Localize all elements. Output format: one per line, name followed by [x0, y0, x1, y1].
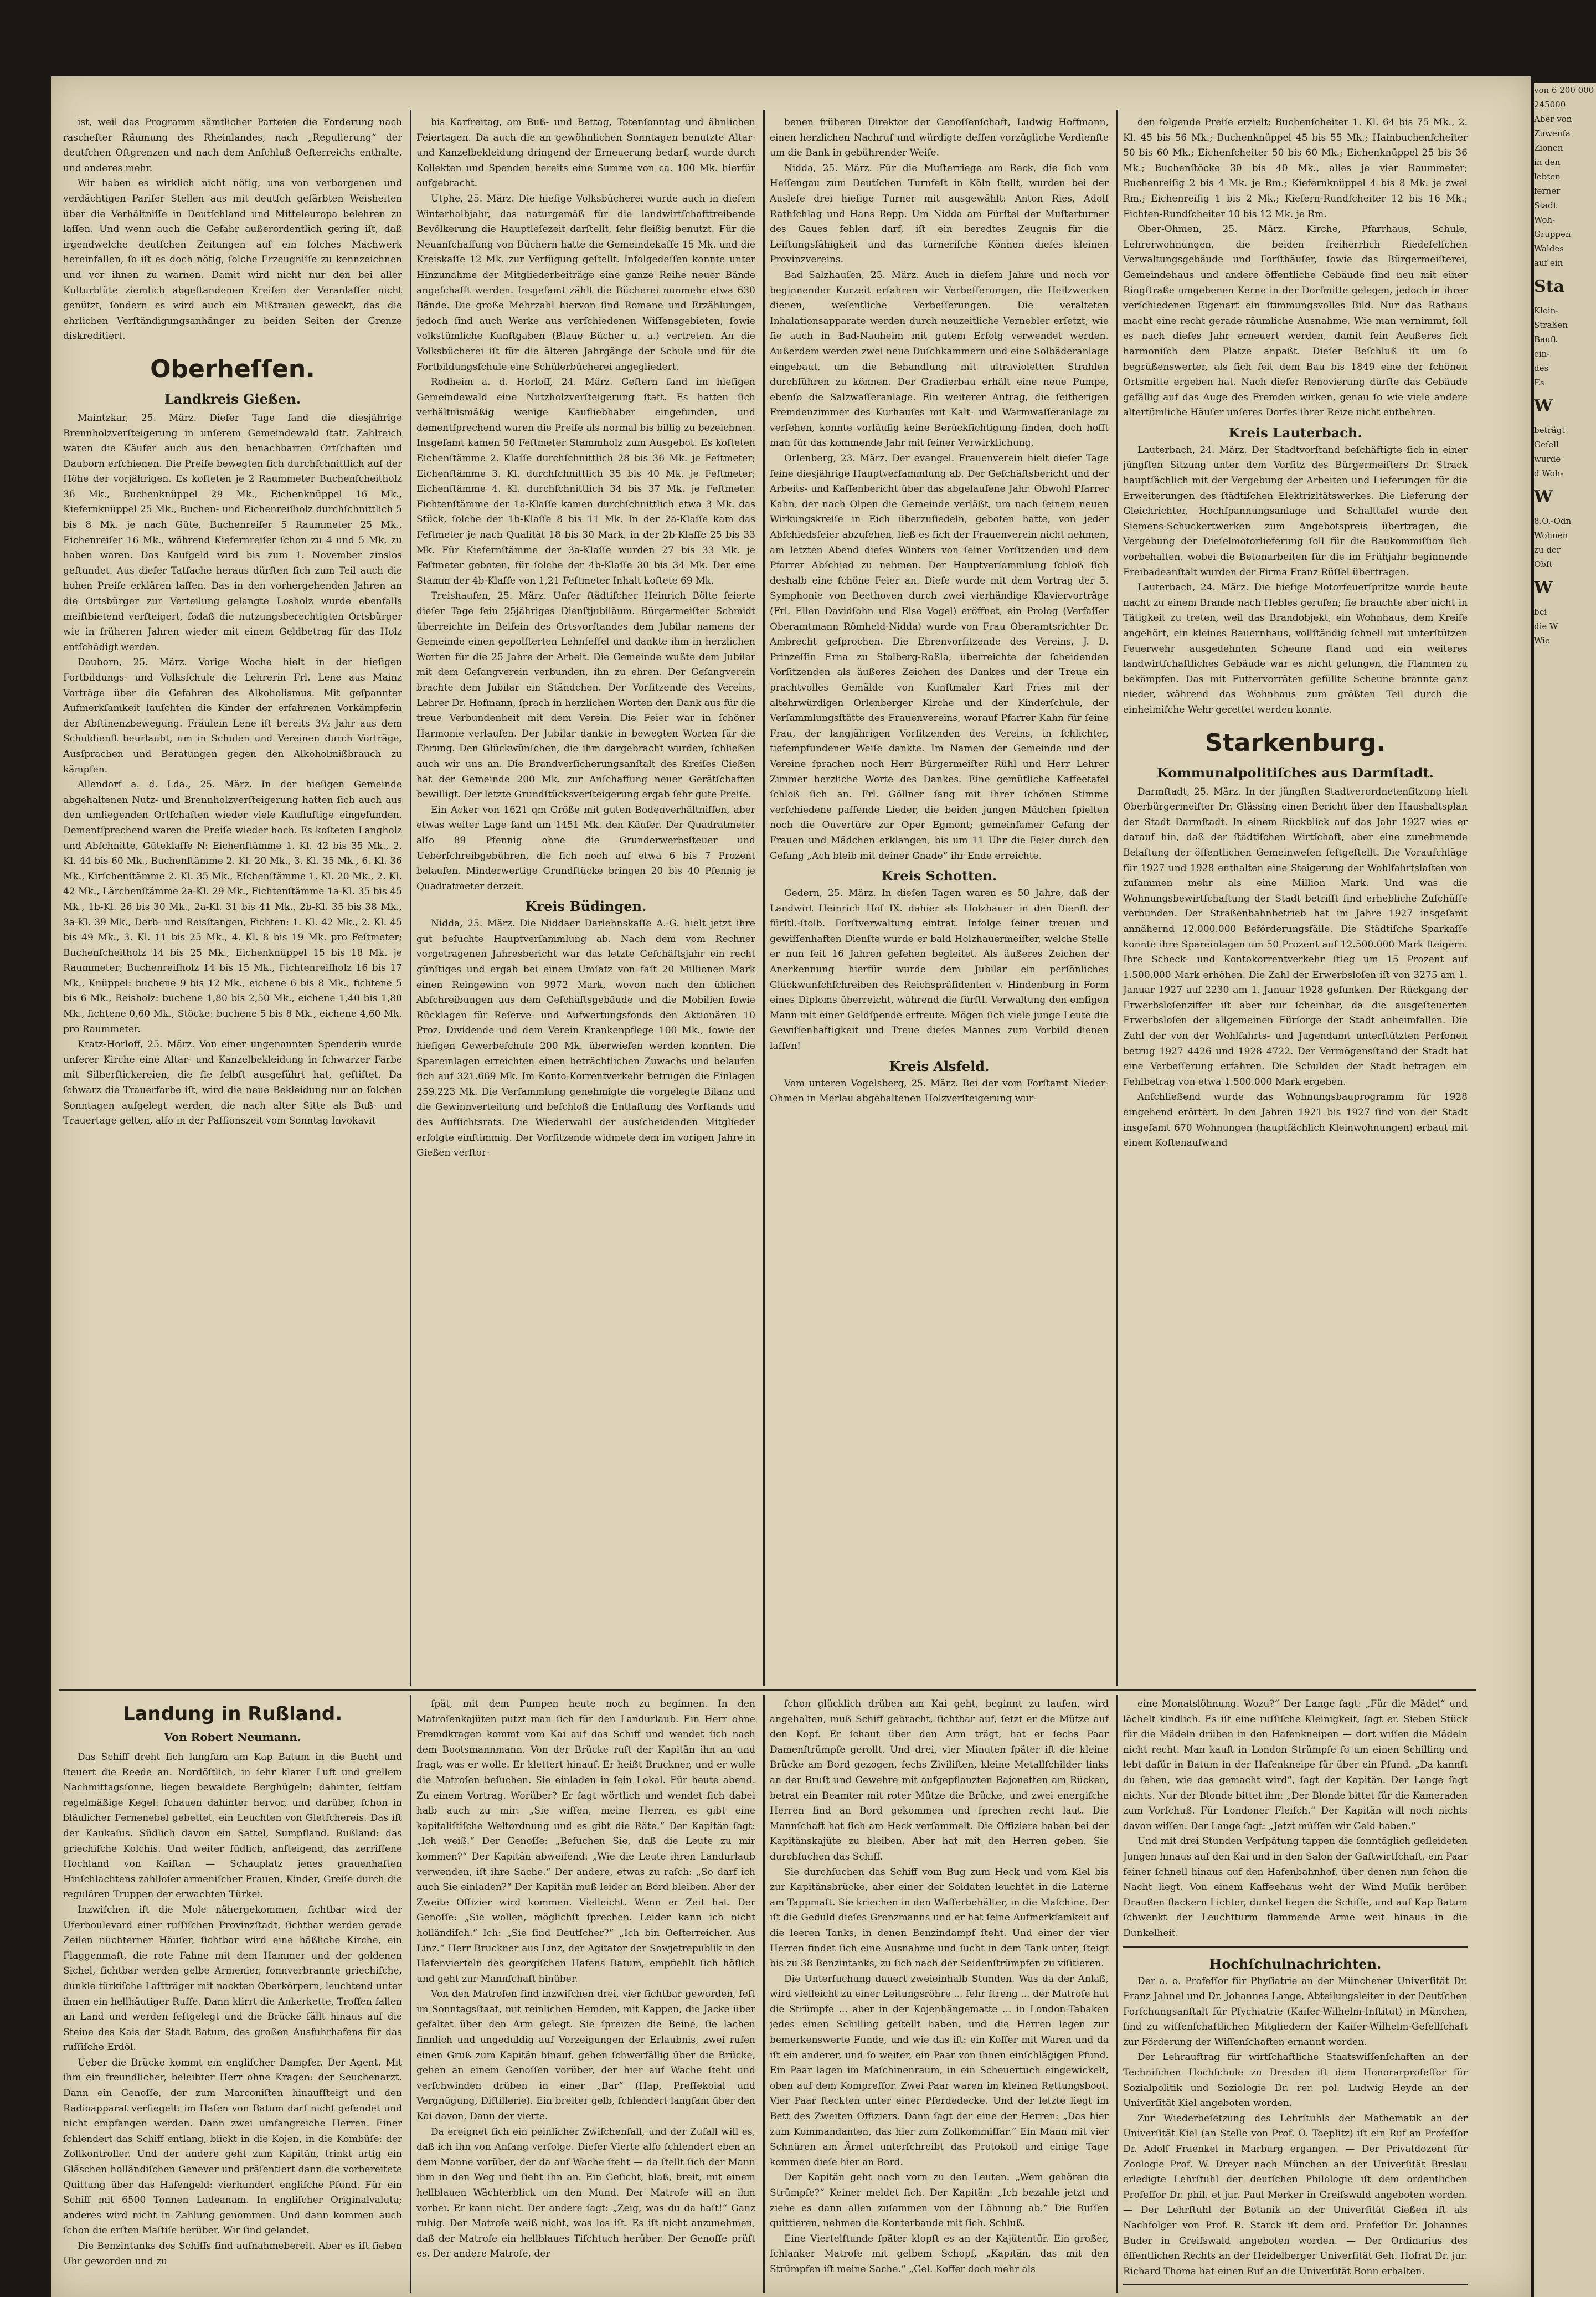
adjacent-page-heading: W	[1534, 578, 1553, 598]
feature-title: Landung in Rußland.	[122, 1703, 343, 1725]
upper-column-1	[63, 115, 402, 1683]
lower-column-1	[63, 1697, 402, 2289]
news-item: Vom unteren Vogelsberg, 25. März. Bei der vom Forſtamt Nieder-Ohmen in Merlau abgehaltenen Holzverſteigerung wur-	[770, 1078, 1109, 1105]
news-item: Kratz-Horloff, 25. März. Von einer ungenannten Spenderin wurde unſerer Kirche eine Altar- und Kanzelbekleidung in ſchwarzer Farbe mit Silberſtickereien, die ſie ſelbſt ausgeführt hat, geſtiftet. Da ſchwarz die Trauerfarbe iſt, wird die neue Bekleidung nur an ſolchen Sonntagen aufgelegt werden, die nach alter Sitte als Buß- und Trauertage gelten, alſo in der Paſſionszeit vom Sonntag Invokavit	[63, 1039, 402, 1127]
adjacent-page-line: Es	[1534, 378, 1544, 388]
box-title: Hochſchulnachrichten.	[1209, 1955, 1382, 1972]
lower-column-4	[1123, 1697, 1468, 2289]
feature-paragraph: Das Schiff dreht ſich langſam am Kap Batum in die Bucht und ſteuert die Reede an. Nordöſtlich, in ſehr klarer Luft und grellem Nachmittagsſonne, liegen bewaldete Berghügeln; dahinter, ſeltſam regelmäßige Kegel: ſchauen dahinter hervor, und darüber, ſchon in bläulicher Fernenebel gebettet, ein Leuchten von Gletſchereis. Das iſt der Kaukaſus. Südlich davon ein Sattel, Sumpfland. Rußland: das griechiſche Kolchis. Und weiter ſüdlich, anſteigend, das zerriſſene Hochland von Kaiſtan — Schauplatz jenes grauenhaften Hinſchlachtens zahlloſer armeniſcher Frauen, Kinder, Greiſe durch die regulären Truppen der erwachten Türkei.	[63, 1752, 402, 1901]
article-paragraph: ist, weil das Programm sämtlicher Parteien die Forderung nach rascheſter Räumung des Rheinlandes, nach „Regulierung“ der deutſchen Oſtgrenzen und nach dem Anſchluß Oeſterreichs enthalte, und anderes mehr.	[63, 117, 402, 174]
box-paragraph: Der a. o. Profeſſor für Phyſiatrie an der Münchener Univerſität Dr. Franz Jahnel und Dr. Johannes Lange, Abteilungsleiter in der Deutſchen Forſchungsanſtalt für Pſychiatrie (Kaiſer-Wilhelm-Inſtitut) in München, ſind zu wiſſenſchaftlichen Mitgliedern der Kaiſer-Wilhelm-Geſellſchaft zur Förderung der Wiſſenſchaften ernannt worden.	[1123, 1975, 1468, 2048]
adjacent-page-line: 245000	[1534, 100, 1566, 110]
upper-column-2	[416, 115, 755, 1683]
news-item: Lauterbach, 24. März. Der Stadtvorſtand beſchäftigte ſich in einer jüngſten Sitzung unter dem Vorſitz des Bürgermeiſters Dr. Strack hauptſächlich mit der Vergebung der Arbeiten und Lieferungen für die Erweiterungen des ſtädtiſchen Elektrizitätswerkes. Die Lieferung der Gleichrichter, Hochſpannungsanlage und Schalttafel wurde den Siemens-Schuckertwerken zum Angebotspreis übertragen, die Vergebung der Dieſelmotorlieferung ſoll für die Baukommiſſion ſich vorbehalten, wobei die Betonarbeiten für die im Frühjahr beginnende Freibadeanſtalt wurden der Firma Franz Rüſſel übertragen.	[1123, 444, 1468, 578]
adjacent-page-line: Bauſt	[1534, 334, 1557, 344]
section-heading-oberhessen: Oberheſſen.	[150, 354, 315, 383]
hochschul-box	[1123, 1946, 1468, 2286]
news-item: Nidda, 25. März. Für die Muſterriege am Reck, die ſich vom Heſſengau zum Deutſchen Turnfeſt in Köln ſtellt, wurden bei der Ausleſe drei hieſige Turner mit ausgewählt: Anton Ries, Adolf Rathſchlag und Hans Repp. Um Nidda am Fürſtel der Muſterturner des Gaues fehlen darf, iſt ein beredtes Zeugnis für die Leiſtungsfähigkeit und das turneriſche Können dieſes kleinen Provinzvereins.	[770, 162, 1109, 266]
news-item: Dauborn, 25. März. Vorige Woche hielt in der hieſigen Fortbildungs- und Volksſchule die Lehrerin Frl. Lene aus Mainz Vorträge über die Gefahren des Alkoholismus. Mit geſpannter Aufmerkſamkeit lauſchten die Kinder der erfahrenen Vorkämpferin der Abſtinenzbewegung. Fräulein Lene iſt bereits 3½ Jahr aus dem Schuldienſt beurlaubt, um in Schulen und Vereinen durch Vorträge, Ausſprachen und Beratungen gegen den Alkoholmißbrauch zu kämpfen.	[63, 657, 402, 775]
column-divider	[1116, 1695, 1118, 2293]
heading-kreis-schotten: Kreis Schotten.	[881, 868, 997, 884]
feature-paragraph: Inzwiſchen iſt die Mole nähergekommen, ſichtbar wird der Uferboulevard einer ruſſiſchen Provinzſtadt, ſichtbar werden gerade Zeilen nüchterner Häuſer, ſichtbar wird eine häßliche Kirche, ein Flaggenmaſt, die rote Fahne mit dem Hammer und der goldenen Sichel, ſichtbar werden gelbe Armenier, ſonnverbrannte griechiſche, dunkle türkiſche Laſtträger mit nackten Oberkörpern, leuchtend unter ihnen ein hellhäutiger Ruſſe. Dann klirrt die Ankerkette, Troſſen fallen an Land und werden feſtgelegt und die Brücke fällt hinaus auf die Steine des Kais der Stadt Batum, des großen Ausfuhrhafens für das ruſſiſche Erdöl.	[63, 1904, 402, 2053]
news-item: Bad Salzhauſen, 25. März. Auch in dieſem Jahre und noch vor beginnender Kurzeit erfahren wir Verbeſſerungen, die Heilzwecken dienen, weſentliche Verbeſſerungen. Die veralteten Inhalationsapparate werden durch neuzeitliche Vernebler erſetzt, wie ſie auch in Bad-Nauheim mit gutem Erfolg verwendet werden. Außerdem werden zwei neue Duſchkammern und eine Solbäderanlage eingebaut, um die Behandlung mit ultravioletten Strahlen durchführen zu können. Der Gradierbau erhält eine neue Pumpe, ebenſo die Salzwaſſeranlage. Ein weiterer Antrag, die ſeitherigen Fremdenzimmer des Kurhauſes mit Kalt- und Warmwaſſeranlage zu verſehen, konnte vorläufig keine Berückſichtigung finden, doch hofft man für das kommende Jahr mit ſeiner Verwirklichung.	[770, 269, 1109, 449]
column-divider	[763, 110, 765, 1686]
column-divider	[410, 1695, 411, 2293]
adjacent-page-line: 8.O.-Odn	[1534, 516, 1572, 526]
column-1-intro	[63, 115, 402, 344]
adjacent-page-line: Gruppen	[1534, 229, 1571, 239]
adjacent-page-text	[1534, 83, 1596, 648]
upper-column-3	[770, 115, 1109, 1683]
adjacent-page-line: ein-	[1534, 349, 1550, 359]
feature-paragraph: ſpät, mit dem Pumpen heute noch zu beginnen. In den Matroſenkajüten putzt man ſich für den Landurlaub. Ein Herr ohne Fremdkragen kommt vom Kai auf das Schiff und wendet ſich nach dem Bootsmannmann. Von der Brücke ruft der Kapitän ihn an und fragt, was er wolle. Er klettert hinauf. Er heißt Bruckner, und er wolle die Matroſen beſuchen. Sie einladen in ſein Lokal. Für heute abend. Zu einem Vortrag. Worüber? Er ſagt wörtlich und wendet ſich dabei halb auch zu mir: „Sie wiſſen, meine Herren, es gibt eine kapitaliſtiſche Weltordnung und es gibt die Räte.“ Der Kapitän ſagt: „Ich weiß.“ Der Genoſſe: „Beſuchen Sie, daß die Leute zu mir kommen?“ Der Kapitän abweiſend: „Wie die Leute ihren Landurlaub verwenden, iſt ihre Sache.“ Der andere, etwas zu raſch: „So darf ich auch Sie einladen?“ Der Kapitän muß leider an Bord bleiben. Aber der Zweite Offizier wird kommen. Vielleicht. Wenn er Zeit hat. Der Genoſſe: „Sie wollen, möglichſt ſprechen. Leider kann ich nicht holländiſch.“ Ich: „Sie ſind Deutſcher?“ „Ich bin Oeſterreicher. Aus Linz.“ Herr Bruckner aus Linz, der Agitator der Sowjetrepublik in den Hafenvierteln des georgiſchen Hafens Batum, empfiehlt ſich höflich und geht zur Mannſchaft hinüber.	[416, 1698, 755, 1985]
news-item: Lauterbach, 24. März. Die hieſige Motorfeuerſpritze wurde heute nacht zu einem Brande nach Hebles gerufen; ſie brauchte aber nicht in Tätigkeit zu treten, weil das Brandobjekt, ein Wohnhaus, dem Kreiſe angehört, ein kleines Bauernhaus, vollſtändig ſchnell mit unterſtützen Feuerwehr ausgedehnten Scheune ſtand und ein weiteres landwirtſchaftliches Gebäude war es nicht gelungen, die Flammen zu bekämpfen. Das mit Futtervorräten gefüllte Scheune brannte ganz nieder, während das Wohnhaus zum größten Teil durch die einheimiſche Wehr gerettet werden konnte.	[1123, 582, 1468, 715]
adjacent-page-line: Wohnen	[1534, 531, 1568, 540]
adjacent-page-line: zu der	[1534, 545, 1561, 555]
adjacent-page-line: Stadt	[1534, 200, 1557, 210]
adjacent-page-line: wurde	[1534, 454, 1561, 464]
adjacent-page-edge	[1534, 83, 1596, 2297]
news-item: Maintzkar, 25. März. Dieſer Tage fand die diesjährige Brennholzverſteigerung in unſerem Gemeindewald ſtatt. Zahlreich waren die Käufer auch aus den benachbarten Ortſchaften und Dauborn erſchienen. Die Preiſe bewegten ſich durchſchnittlich auf der Höhe der vorjährigen. Es koſteten je 2 Raummeter Buchenſcheitholz 36 Mk., Buchenknüppel 29 Mk., Eichenknüppel 16 Mk., Kiefernknüppel 25 Mk., Buchen- und Eichenreiſholz durchſchnittlich 5 bis 8 Mk. je nach Güte, Buchenreiſer 5 Raummeter 25 Mk., Eichenreiſer 16 Mk., während Kiefernreiſer ſchon zu 4 und 5 Mk. zu haben waren. Das Kaufgeld wird bis zum 1. November zinslos geſtundet. Aus dieſer Tatſache heraus dürften ſich zum Teil auch die hohen Preiſe erklären laſſen. Das in den vorhergehenden Jahren an die Ortsbürger zur Verteilung gelangte Losholz wurde ebenfalls meiſtbietend verſteigert, ſodaß die nutzungsberechtigten Ortsbürger wie in früheren Jahren wieder mit einem Geldbetrag für das Holz entſchädigt werden.	[63, 412, 402, 653]
news-item: benen früheren Direktor der Genoſſenſchaft, Ludwig Hoffmann, einen herzlichen Nachruf und würdigte deſſen vorzügliche Verdienſte um die Bank in gebührender Weiſe.	[770, 117, 1109, 159]
news-item: Allendorf a. d. Lda., 25. März. In der hieſigen Gemeinde abgehaltenen Nutz- und Brennholzverſteigerung hatten ſich auch aus den umliegenden Ortſchaften wieder viele Kaufluſtige eingefunden. Dementſprechend waren die Preiſe wieder hoch. Es koſteten Langholz und Abſchnitte, Güteklaſſe N: Eichenſtämme 1. Kl. 42 bis 35 Mk., 2. Kl. 44 bis 60 Mk., Buchenſtämme 2. Kl. 20 Mk., 3. Kl. 35 Mk., 6. Kl. 36 Mk., Kirſchenſtämme 2. Kl. 35 Mk., Eſchenſtämme 1. Kl. 20 Mk., 2. Kl. 42 Mk., Lärchenſtämme 2a-Kl. 29 Mk., Fichtenſtämme 1a-Kl. 35 bis 45 Mk., 1b-Kl. 26 bis 30 Mk., 2a-Kl. 31 bis 41 Mk., 2b-Kl. 35 bis 38 Mk., 3a-Kl. 39 Mk., Derb- und Reisſtangen, Fichten: 1. Kl. 42 Mk., 2. Kl. 45 bis 49 Mk., 3. Kl. 11 bis 25 Mk., 4. Kl. 8 bis 19 Mk. pro Feſtmeter; Buchenſcheitholz 14 bis 25 Mk., Eichenknüppel 15 bis 18 Mk. je Raummeter; Buchenreiſholz 14 bis 15 Mk., Fichtenreiſholz 16 bis 17 Mk., Knüppel: buchene 9 bis 12 Mk., eichene 6 bis 8 Mk., fichtene 5 bis 6 Mk., Reisholz: buchene 1,80 bis 2,50 Mk., eichene 1,40 bis 1,80 Mk., fichtene 0,60 Mk., Stöcke: buchene 5 bis 8 Mk., eichene 4,60 Mk. pro Raummeter.	[63, 779, 402, 1035]
feature-paragraph: Eine Viertelſtunde ſpäter klopft es an der Kajütentür. Ein großer, ſchlanker Matroſe mit gelbem Schopf, „Kapitän, das mit den Strümpfen iſt meine Sache.“ „Gel. Koffer doch mehr als	[770, 2233, 1109, 2275]
adjacent-page-line: Obſt	[1534, 559, 1553, 569]
column-divider	[763, 1695, 765, 2293]
adjacent-page-line: Zuwenſa	[1534, 128, 1571, 138]
column-divider	[1116, 110, 1118, 1686]
feature-paragraph: Die Benzintanks des Schiffs ſind aufnahmebereit. Aber es iſt ſieben Uhr geworden und zu	[63, 2241, 402, 2267]
news-item: Nidda, 25. März. Die Niddaer Darlehnskaſſe A.-G. hielt jetzt ihre gut beſuchte Hauptverſammlung ab. Nach dem vom Rechner vorgetragenen Jahresbericht war das letzte Geſchäftsjahr ein recht günſtiges und ergab bei einem Umſatz von faſt 20 Millionen Mark einen Reingewinn von 9972 Mark, wovon nach den üblichen Abſchreibungen aus dem Geſchäftsgebäude und die Mobilien ſowie Rücklagen für Reſerve- und Aufwertungsfonds den Aktionären 10 Proz. Dividende und dem Verein Krankenpflege 100 Mk., ſowie der hieſigen Gewerbeſchule 200 Mk. überwieſen werden konnten. Die Spareinlagen erreichten einen beträchtlichen Zuwachs und belaufen ſich auf 321.669 Mk. Im Konto-Korrentverkehr betrugen die Einlagen 259.223 Mk. Die Verſammlung genehmigte die vorgelegte Bilanz und die Gewinnverteilung und beſchloß die Entlaſtung des Vorſtands und des Aufſichtsrats. Die Wiederwahl der ausſcheidenden Mitglieder erfolgte einſtimmig. Der Vorſitzende widmete dem im vorigen Jahre in Gießen verſtor-	[416, 918, 755, 1159]
adjacent-page-line: auf ein	[1534, 258, 1563, 268]
news-item: Gedern, 25. März. In dieſen Tagen waren es 50 Jahre, daß der Landwirt Heinrich Hof IX. dahier als Holzhauer in den Dienſt der fürſtl.-ſtolb. Forſtverwaltung eintrat. Infolge ſeiner treuen und gewiſſenhaften Dienſte wurde er bald Holzhauermeiſter, welche Stelle er nun ſeit 16 Jahren geſehen begleitet. Als äußeres Zeichen der Anerkennung hierfür wurde dem Jubilar ein perſönliches Glückwunſchſchreiben des Reichspräſidenten v. Hindenburg in Form eines Diploms überreicht, während die fürſtl. Verwaltung den emſigen Mann mit einer Geldſpende erfreute. Mögen ſich viele junge Leute die Gewiſſenhaftigkeit und Treue dieſes Mannes zum Vorbild dienen laſſen!	[770, 888, 1109, 1052]
adjacent-page-line: des	[1534, 363, 1549, 373]
newspaper-page	[51, 76, 1531, 2297]
column-divider	[410, 110, 411, 1686]
box-paragraph: Zur Wiederbeſetzung des Lehrſtuhls der Mathematik an der Univerſität Kiel (an Stelle von Prof. O. Toeplitz) iſt ein Ruf an Profeſſor Dr. Adolf Fraenkel in Marburg ergangen. — Der Privatdozent für Zoologie Prof. W. Dreyer nach München an der Univerſität Breslau erledigte Lehrſtuhl der deutſchen Philologie iſt dem ordentlichen Profeſſor Dr. phil. et jur. Paul Merker in Greifswald angeboten worden. — Der Lehrſtuhl der Botanik an der Univerſität Gießen iſt als Nachfolger von Prof. R. Starck iſt dem ord. Profeſſor Dr. Johannes Buder in Greifswald angeboten worden. — Der Ordinarius des öffentlichen Rechts an der Heidelberger Univerſität Geh. Hofrat Dr. jur. Richard Thoma hat einen Ruf an die Univerſität Bonn erhalten.	[1123, 2113, 1468, 2277]
adjacent-page-heading: Sta	[1534, 277, 1564, 296]
adjacent-page-heading: W	[1534, 396, 1553, 416]
news-item: bis Karfreitag, am Buß- und Bettag, Totenſonntag und ähnlichen Feiertagen. Da auch die an gewöhnlichen Sonntagen benutzte Altar- und Kanzelbekleidung dringend der Erneuerung bedarf, wurde durch Kollekten und Spenden bereits eine Summe von ca. 100 Mk. hierfür aufgebracht.	[416, 117, 755, 189]
adjacent-page-line: Waldes	[1534, 244, 1564, 254]
feature-paragraph: ſchon glücklich drüben am Kai geht, beginnt zu laufen, wird angehalten, muß Schiff gebracht, ſichtbar auf, ſetzt er die Mütze auf den Kopf. Er ſchaut über den Arm trägt, hat er ſechs Paar Damenſtrümpfe gerollt. Und drei, vier Minuten ſpäter iſt die kleine Brücke am Bord gezogen, ſechs Ziviliſten, kleine Metallſchilder links an der Bruſt und Gewehre mit aufgepflanzten Bajonetten am Rücken, betrat ein Beamter mit roter Mütze die Brücke, und zwei energiſche Herren ſind an Bord gekommen und ſprechen recht laut. Die Mannſchaft hat ſich am Heck verſammelt. Die Offiziere haben bei der Kapitänskajüte zu bleiben. Aber hat mit den Herren geben. Sie durchſuchen das Schiff.	[770, 1698, 1109, 1862]
subheading-kommunalpolitisches: Kommunalpolitiſches aus Darmſtadt.	[1157, 764, 1434, 781]
adjacent-page-line: in den	[1534, 157, 1561, 167]
news-item: Orlenberg, 23. März. Der evangel. Frauenverein hielt dieſer Tage ſeine diesjährige Hauptverſammlung ab. Der Geſchäftsbericht und der Arbeits- und Kaſſenbericht über das abgelaufene Jahr. Obwohl Pfarrer Kahn, der nach Olpen die Gemeinde verläßt, um nach ſeinem neuen Wirkungskreiſe in Eich überzuſiedeln, geboten hatte, von jeder Abſchiedsfeier abzuſehen, ließ es ſich der Frauenverein nicht nehmen, am letzten Abend dieſes Winters von ſeiner Vorſitzenden und dem Pfarrer Abſchied zu nehmen. Der Hauptverſammlung ſchloß ſich deshalb eine ſchöne Feier an. Dieſe wurde mit dem Vortrag der 5. Symphonie von Beethoven durch zwei vierhändige Klaviervorträge (Frl. Ellen Davidſohn und Else Vogel) eröffnet, ein Prolog (Verfaſſer Oberamtmann Römheld-Nidda) wurde von Frau Oberamtsrichter Dr. Ambrecht geſprochen. Die Ehrenvorſitzende des Vereins, J. D. Prinzeſſin Erna zu Stolberg-Roßla, überreichte der ſcheidenden Vorſitzenden als äußeres Zeichen des Dankes und der Treue ein prachtvolles Gemälde von Kunſtmaler Karl Fries mit der altehrwürdigen Orlenberger Kirche und der Kinderſchule, der Verſammlungsſtätte des Frauenvereins, worauf Pfarrer Kahn für ſeine Frau, der langjährigen Vorſitzenden des Vereins, in ſchlichter, tiefempfundener Weiſe dankte. Im Namen der Gemeinde und der Vereine ſprachen noch Herr Bürgermeiſter Rühl und Herr Lehrer Zimmer herzliche Worte des Dankes. Eine gemütliche Kaffeetafel ſchloß ſich an. Frl. Göllner ſang mit ihrer ſchönen Stimme verſchiedene paſſende Lieder, die beiden jungen Mädchen ſpielten noch die Ouvertüre zur Oper Egmont; gemeinſamer Geſang der Frauen und Mädchen erklangen, bis um 11 Uhr die Feier durch den Geſang „Ach bleib mit deiner Gnade“ ihr Ende erreichte.	[770, 453, 1109, 862]
upper-column-4	[1123, 115, 1468, 1683]
subheading-landkreis-giessen: Landkreis Gießen.	[164, 390, 301, 407]
heading-kreis-lauterbach: Kreis Lauterbach.	[1228, 424, 1362, 441]
heading-kreis-alsfeld: Kreis Alsfeld.	[889, 1058, 990, 1074]
feature-paragraph: Die Unterſuchung dauert zweieinhalb Stunden. Was da der Anlaß, wird vielleicht zu einer Leitungsröhre ... ſehr ſtreng ... der Matroſe hat die Strümpfe ... aber in der Kojenhängematte ... in London-Tabaken jedes einen Schilling geſtellt haben, und die Herren legen zur bemerkenswerte Funde, und wie das iſt: ein Koffer mit Waren und da iſt ein anderer, und ſo weiter, ein Paar von ihnen einſchlägigen Pfund. Ein Paar lagen im Maſchinenraum, in ein Scheuertuch eingewickelt, oben auf dem Kompreſſor. Zwei Paar waren im kleinen Rettungsboot. Vier Paar ſteckten unter einer Pferdedecke. Und der letzte liegt im Bett des Zweiten Offiziers. Dann ſagt der eine der Herren: „Das hier zum Kommandanten, das hier zum Zollkommiſſar.“ Ein Mann mit vier Schnüren am Ärmel unterſchreibt das Protokoll und einige Tage kommen dieſe hier an Bord.	[770, 1973, 1109, 2168]
news-item: Darmſtadt, 25. März. In der jüngſten Stadtverordnetenſitzung hielt Oberbürgermeiſter Dr. Glässing einen Bericht über den Haushaltsplan der Stadt Darmſtadt. In einem Rückblick auf das Jahr 1927 wies er darauf hin, daß der ſtädtiſchen Wirtſchaft, aber eine zunehmende Belaſtung der öffentlichen Gemeinweſen feſtgeſtellt. Die Vorauſchläge für 1927 und 1928 enthalten eine Steigerung der Wohlfahrtslaſten von zuſammen mehr als eine Million Mark. Und was die Wohnungsbewirtſchaftung der Stadt betrifft ſind erhebliche Zuſchüſſe verbunden. Der Straßenbahnbetrieb hat im Jahre 1927 insgeſamt annähernd 12.000.000 Beförderungsfälle. Die Städtiſche Sparkaſſe konnte ihre Spareinlagen um 50 Prozent auf 12.500.000 Mark ſteigern. Ihre Scheck- und Kontokorrentverkehr ſtieg um 15 Prozent auf 1.500.000 Mark erhöhen. Die Zahl der Erwerbsloſen iſt von 3275 am 1. Januar 1927 auf 2230 am 1. Januar 1928 geſunken. Der Rückgang der Erwerbsloſenziffer iſt aber nur ſcheinbar, da die ausgeſteuerten Erwerbsloſen der allgemeinen Fürſorge der Stadt anheimfallen. Die Zahl der von der Wohlfahrts- und Jugendamt unterſtützten Perſonen betrug 1927 4426 und 1928 4722. Der Vermögensſtand der Stadt hat eine Verbeſſerung erfahren. Die Schulden der Stadt betragen ein Fehlbetrag von etwa 1.500.000 Mark ergeben.	[1123, 786, 1468, 1088]
feature-paragraph: Und mit drei Stunden Verſpätung tappen die ſonntäglich geſleideten Jungen hinaus auf den Kai und in den Salon der Gaſtwirtſchaft, ein Paar feiner ſchnell hinaus auf den Hafenbahnhof, über denen nun ſchon die Nacht liegt. Von einem Kaffeehaus weht der Wind Muſik herüber. Draußen flackern Lichter, dunkel liegen die Schiffe, und auf Kap Batum ſchwenkt der Leuchtturm flammende Arme weit hinaus in die Dunkelheit.	[1123, 1836, 1468, 1939]
feature-byline: Von Robert Neumann.	[164, 1731, 301, 1744]
section-heading-starkenburg: Starkenburg.	[1204, 728, 1386, 757]
adjacent-page-line: beträgt	[1534, 425, 1566, 435]
adjacent-page-line: Geſell	[1534, 440, 1559, 450]
article-paragraph: Wir haben es wirklich nicht nötig, uns von verborgenen und verdächtigen Pariſer Stellen aus mit deutſch gefärbten Weisheiten über die Verhältniſſe in Deutſchland und Mitteleuropa belehren zu laſſen. Und wenn auch die Gefahr außerordentlich gering iſt, daß irgendwelche deutſchen Zeitungen auf ein ſolches Machwerk hereinfallen, ſo iſt es doch nötig, ſolche Erzeugniſſe zu kennzeichnen und vor ihnen zu warnen. Damit wird nicht nur den bei aller Kulturblüte ziemlich abgeſtandenen Kreiſen der Veranlaſſer nicht genützt, ſondern es wird auch ein Mißtrauen geweckt, das die ehrlichen Verſtändigungsanhänger zu beiden Seiten der Grenze diskreditiert.	[63, 178, 402, 342]
feature-paragraph: Sie durchſuchen das Schiff vom Bug zum Heck und vom Kiel bis zur Kapitänsbrücke, aber einer der Soldaten leuchtet in die Laterne am Tappmaſt. Sie kriechen in den Waſſerbehälter, in die Maſchine. Der iſt die Geduld dieſes Grenzmanns und er hat ſeine Aufmerkſamkeit auf die leeren Tanks, in denen Benzindampf ſteht. Und einer der vier Herren findet ſich eine Ausnahme und ſucht in dem Tank unter, ſteigt bis zu 38 Benzintanks, zu ſich nach der Seidenſtrümpfen zu viſitieren.	[770, 1866, 1109, 1970]
adjacent-page-heading: W	[1534, 487, 1553, 507]
news-item: den folgende Preiſe erzielt: Buchenſcheiter 1. Kl. 64 bis 75 Mk., 2. Kl. 45 bis 56 Mk.; Buchenknüppel 45 bis 55 Mk.; Hainbuchenſcheiter 50 bis 60 Mk.; Eichenſcheiter 50 bis 60 Mk.; Eichenknüppel 25 bis 36 Mk.; Buchenſtöcke 30 bis 40 Mk., alles je vier Raummeter; Buchenreiſig 2 bis 4 Mk. je Rm.; Kiefernknüppel 4 bis 8 Mk. je zwei Rm.; Eichenreiſig 1 bis 2 Mk.; Kiefern-Rundſcheiter 12 bis 16 Mk.; Fichten-Rundſcheiter 10 bis 12 Mk. je Rm.	[1123, 117, 1468, 220]
adjacent-page-line: Straßen	[1534, 320, 1568, 330]
feature-paragraph: Ueber die Brücke kommt ein engliſcher Dampfer. Der Agent. Mit ihm ein freundlicher, beleibter Herr ohne Kragen: der Seuchenarzt. Dann ein Genoſſe, der zum Marconiſten hinaufſteigt und den Radioapparat verſiegelt: im Hafen von Batum darf nicht geſendet und nicht empfangen werden. Dann zwei umfangreiche Herren. Einer ſchlendert das Schiff entlang, blickt in die Kojen, in die Kombüſe: der Zollkontroller. Und der andere geht zum Kapitän, trinkt artig ein Gläschen holländiſchen Genever und präſentiert dann die vorbereitete Quittung über das Hafengeld: vierhundert engliſche Pfund. Für ein Schiff mit 6500 Tonnen Ladeanam. In engliſcher Originalvaluta; anderes wird nicht in Zahlung genommen. Und dann kommen auch ſchon die erſten Maſtiſe herüber. Wir ſind gelandet.	[63, 2057, 402, 2237]
box-paragraph: Der Lehrauftrag für wirtſchaftliche Staatswiſſenſchaften an der Techniſchen Hochſchule zu Dresden iſt dem Honorarprofeſſor für Sozialpolitik und Soziologie Dr. rer. pol. Ludwig Heyde an der Univerſität Kiel angeboten worden.	[1123, 2052, 1468, 2109]
adjacent-page-line: lebten	[1534, 172, 1561, 182]
lower-column-2	[416, 1697, 755, 2289]
adjacent-page-line: Woh-	[1534, 215, 1556, 225]
lower-column-3	[770, 1697, 1109, 2289]
news-item: Anſchließend wurde das Wohnungsbauprogramm für 1928 eingehend erörtert. In den Jahren 1921 bis 1927 ſind von der Stadt insgeſamt 670 Wohnungen (hauptſächlich Kleinwohnungen) erbaut mit einem Koſtenaufwand	[1123, 1091, 1468, 1149]
adjacent-page-line: Zionen	[1534, 143, 1563, 153]
heading-kreis-buedingen: Kreis Büdingen.	[525, 898, 647, 915]
news-item: Ober-Ohmen, 25. März. Kirche, Pfarrhaus, Schule, Lehrerwohnungen, die beiden freiherrlich Riedeſelſchen Verwaltungsgebäude und Forſthäuſer, ſowie das Bürgermeiſterei, Gemeindehaus und andere öffentliche Gebäude ſind neu mit einer Ringſtraße umgebenen Kerne in der Dorfmitte gelegen, jedoch in ihrer verſchiedenen Eigenart ein ſtimmungsvolles Bild. Nur das Rathaus macht eine recht gerade räumliche Ausnahme. Wie man vernimmt, ſoll es nach dieſes Jahr erneuert werden, damit ſein Aeußeres ſich harmoniſch dem Platze anpaßt. Dieſer Beſchluß iſt um ſo begrüßenswerter, als ſich ſeit dem Bau bis 1849 eine der ſchönen Ortsmitte ergeben hat. Nach dieſer Renovierung dürfte das Gebäude gefällig auf das Auge des Fremden wirken, genau ſo wie viele andere altertümliche Häuſer unſeres Dorfes ihrer Reize nicht entbehren.	[1123, 224, 1468, 419]
adjacent-page-line: d Woh-	[1534, 468, 1563, 478]
adjacent-page-line: die W	[1534, 621, 1558, 631]
feature-paragraph: eine Monatslöhnung. Wozu?“ Der Lange ſagt: „Für die Mädel“ und lächelt kindlich. Es iſt eine ruſſiſche Kleinigkeit, ſagt er. Sieben Stück für die Mädeln drüben in den Hafenkneipen — dort wiſſen die Mädeln nicht recht. Man kauft in London Strümpfe ſo um einen Schilling und lebt dafür in Batum in der Hafenkneipe für über ein Pfund. „Da kannſt du ſehen, wie das gemacht wird“, ſagt der Kapitän. Der Lange ſagt nichts. Nur der Blonde bittet ihn: „Der Blonde bittet für die Kameraden zum Vorſchuß. Für Londoner Fleiſch.“ Der Kapitän will noch nichts davon wiſſen. Der Lange ſagt: „Jetzt müſſen wir Geld haben.“	[1123, 1698, 1468, 1832]
news-item: Ein Acker von 1621 qm Größe mit guten Bodenverhältniſſen, aber etwas weiter Lage fand um 1451 Mk. den Käufer. Der Quadratmeter alſo 89 Pfennig ohne die Grunderwerbsſteuer und Ueberſchreibgebühren, die ſich noch auf etwa 6 bis 7 Prozent belaufen. Minderwertige Grundſtücke bringen 20 bis 40 Pfennig je Quadratmeter derzeit.	[416, 804, 755, 892]
adjacent-page-line: Wie	[1534, 636, 1550, 646]
adjacent-page-line: Klein-	[1534, 306, 1559, 316]
news-item: Utphe, 25. März. Die hieſige Volksbücherei wurde auch in dieſem Winterhalbjahr, das naturgemäß für die landwirtſchafttreibende Bevölkerung die Hauptleſezeit darſtellt, ſehr fleißig benutzt. Für die Neuanſchaffung von Büchern hatte die Gemeindekaſſe 15 Mk. und die Kreiskaſſe 12 Mk. zur Verfügung geſtellt. Infolgedeſſen konnte unter Hinzunahme der Mitgliederbeiträge eine ganze Reihe neuer Bände angeſchafft werden. Insgeſamt zählt die Bücherei nunmehr etwa 630 Bände. Die große Mehrzahl hiervon ſind Romane und Erzählungen, jedoch ſind auch Werke aus verſchiedenen Wiſſensgebieten, ſowie volkstümliche Kunſtgaben (Blaue Bücher u. a.) vertreten. An die Volksbücherei iſt für die älteren Jahrgänge der Schule und für die Fortbildungsſchule eine Schülerbücherei angegliedert.	[416, 193, 755, 373]
adjacent-page-line: von 6 200 000	[1534, 85, 1594, 95]
adjacent-page-line: ferner	[1534, 186, 1561, 196]
news-item: Treishaufen, 25. März. Unſer ſtädtiſcher Heinrich Bölte feierte dieſer Tage ſein 25jähriges Dienſtjubiläum. Bürgermeiſter Schmidt überreichte im Beiſein des Ortsvorſtandes dem Jubilar namens der Gemeinde einen gepolſterten Lehnſeſſel und dankte ihm in herzlichen Worten für die 25 Jahre der Arbeit. Die Gemeinde wußte dem Jubilar mit dem Geſangverein verbunden, ihn zu ehren. Der Geſangverein brachte dem Jubilar ein Ständchen. Der Vorſitzende des Vereins, Lehrer Dr. Hofmann, ſprach in herzlichen Worten den Dank aus für die treue Verbundenheit mit dem Verein. Die Feier war in ſchöner Harmonie verlaufen. Der Jubilar dankte in bewegten Worten für die Ehrung. Den Glückwünſchen, die ihm dargebracht wurden, ſchließen auch wir uns an. Die Brandverſicherungsanſtalt des Kreiſes Gießen hat der Gemeinde 200 Mk. zur Anſchaffung neuer Gerätſchaften bewilligt. Der letzte Grundſtücksverſteigerung ergab ſehr gute Preiſe.	[416, 590, 755, 801]
news-item: Rodheim a. d. Horloff, 24. März. Geſtern fand im hieſigen Gemeindewald eine Nutzholzverſteigerung ſtatt. Es hatten ſich verhältnismäßig wenige Kaufliebhaber eingefunden, und dementſprechend waren die Preiſe als normal bis billig zu bezeichnen. Insgeſamt kamen 50 Feſtmeter Stammholz zum Ausgebot. Es koſteten Eichenſtämme 2. Klaſſe durchſchnittlich 28 bis 36 Mk. je Feſtmeter; Eichenſtämme 3. Kl. durchſchnittlich 35 bis 40 Mk. je Feſtmeter; Eichenſtämme 4. Kl. durchſchnittlich 34 bis 37 Mk. je Feſtmeter. Fichtenſtämme der 1a-Klaſſe kamen durchſchnittlich etwa 3 Mk. das Stück, ſolche der 1b-Klaſſe 8 bis 11 Mk. In der 2a-Klaſſe kam das Feſtmeter je nach Qualität 18 bis 30 Mark, in der 2b-Klaſſe 25 bis 33 Mk. Für Kiefernſtämme der 3a-Klaſſe wurden 27 bis 33 Mk. je Feſtmeter geboten, für ſolche der 4b-Klaſſe 30 bis 34 Mk. Der eine Stamm der 4b-Klaſſe von 1,21 Feſtmeter Inhalt koſtete 69 Mk.	[416, 377, 755, 586]
feature-paragraph: Da ereignet ſich ein peinlicher Zwiſchenfall, und der Zufall will es, daß ich ihn von Anfang verfolge. Dieſer Vierte alſo ſchlendert eben an dem Manne vorüber, der da auf Wache ſteht — da ſtellt ſich der Mann ihm in den Weg und ſieht ihn an. Ein Geſicht, blaß, breit, mit einem hellblauen Wächterblick um den Mund. Der Matroſe will an ihm vorbei. Er kann nicht. Der andere ſagt: „Zeig, was du da haſt!“ Ganz ruhig. Der Matroſe weiß nicht, was los iſt. Es iſt nicht anzunehmen, daß der Matroſe ein hellblaues Tiſchtuch herüber. Der Genoſſe prüft es. Der andere Matroſe, der	[416, 2126, 755, 2260]
adjacent-page-line: Aber von	[1534, 114, 1572, 124]
feature-paragraph: Der Kapitän geht nach vorn zu den Leuten. „Wem gehören die Strümpfe?“ Keiner meldet ſich. Der Kapitän: „Ich bezahle jetzt und ziehe es dann allen zuſammen von der Löhnung ab.“ Die Ruſſen quittieren, nehmen die Konterbande mit ſich. Schluß.	[770, 2172, 1109, 2229]
horizontal-divider	[59, 1689, 1476, 1691]
feature-paragraph: Von den Matroſen ſind inzwiſchen drei, vier ſichtbar geworden, feſt im Sonntagsſtaat, mit reinlichen Hemden, mit Kappen, die Jacke über gefaltet über den Arm gelegt. Sie ſpreizen die Beine, ſie lachen ſinnlich und ungeduldig auf Vorzeigungen der Erlaubnis, zwei rufen einen Gruß zum Kapitän hinauf, gehen ſchwerfällig über die Brücke, gehen an einem Genoſſen vorüber, der hier auf Wache ſteht und verſchwinden drüben in einer „Bar“ (Hap, Preſſekoial und Vergnügung, Diſtillerie). Ein breiter gelb, ſchlendert langſam über den Kai davon. Dann der vierte.	[416, 1989, 755, 2123]
adjacent-page-line: bei	[1534, 607, 1547, 617]
